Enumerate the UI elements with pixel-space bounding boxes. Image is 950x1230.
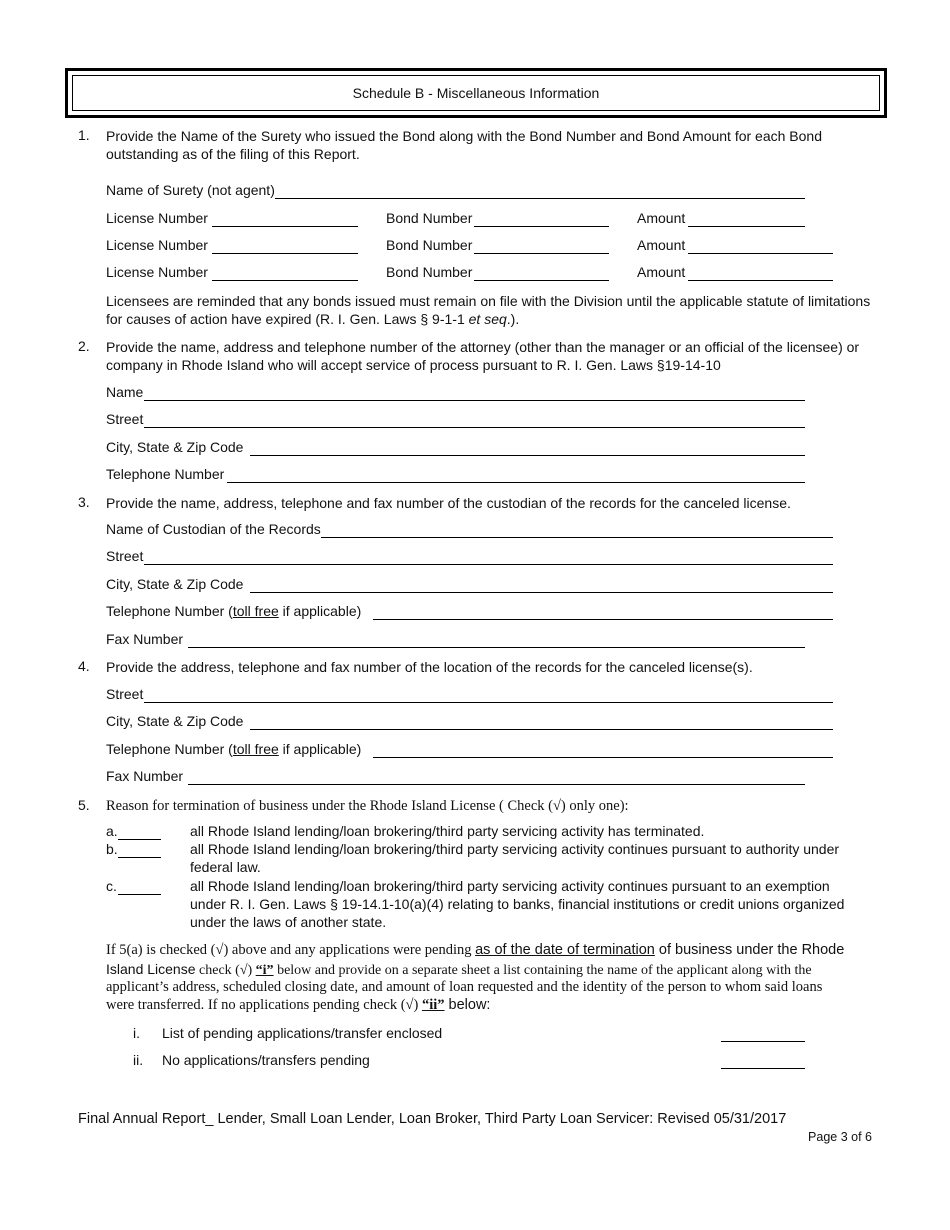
pending-line-2: Island License check (√) “i” below and provide on a separate sheet a list containing the name of the applicant along with the xyxy=(106,961,812,978)
option-c-text-2: under R. I. Gen. Laws § 19-14.1-10(a)(4) relating to banks, financial institutions or credit unions organized xyxy=(190,896,845,912)
license-field-3[interactable] xyxy=(212,280,358,281)
license-field-2[interactable] xyxy=(212,253,358,254)
custodian-city-label: City, State & Zip Code xyxy=(106,576,244,592)
amount-field-2[interactable] xyxy=(688,253,833,254)
custodian-fax-label: Fax Number xyxy=(106,631,184,647)
attorney-phone-label: Telephone Number xyxy=(106,466,225,482)
bond-label-2: Bond Number xyxy=(386,237,473,253)
option-b-text-2: federal law. xyxy=(190,859,261,875)
custodian-name-field[interactable] xyxy=(321,537,833,538)
choice-ii-label: No applications/transfers pending xyxy=(162,1052,370,1068)
amount-field-1[interactable] xyxy=(688,226,805,227)
attorney-city-field[interactable] xyxy=(250,455,805,456)
attorney-street-label: Street xyxy=(106,411,144,427)
bond-field-1[interactable] xyxy=(474,226,609,227)
option-c-text-1: all Rhode Island lending/loan brokering/third party servicing activity continues pursuant to an exemption xyxy=(190,878,830,894)
choice-ii-check[interactable] xyxy=(721,1068,805,1069)
option-b-letter: b. xyxy=(106,841,118,857)
amount-field-3[interactable] xyxy=(688,280,833,281)
page-number: Page 3 of 6 xyxy=(808,1130,872,1144)
option-a-text: all Rhode Island lending/loan brokering/third party servicing activity has terminated. xyxy=(190,823,705,839)
records-phone-field[interactable] xyxy=(373,757,833,758)
option-b-text-1: all Rhode Island lending/loan brokering/third party servicing activity continues pursuant to authority under xyxy=(190,841,840,857)
pending-line-3: applicant’s address, scheduled closing date, and amount of loan requested and the identity of the person to whom said loans xyxy=(106,979,823,995)
schedule-header-inner xyxy=(72,75,880,111)
q2-text: Provide the name, address and telephone number of the attorney (other than the manager or an official of the licensee) or company in Rhode Island who will accept service of process pursuant to R. I. Gen. Laws §19-14-10 xyxy=(106,339,860,373)
license-label-3: License Number xyxy=(106,264,208,280)
bond-label-1: Bond Number xyxy=(386,210,473,226)
amount-label-3: Amount xyxy=(637,264,686,280)
attorney-city-label: City, State & Zip Code xyxy=(106,439,244,455)
records-fax-label: Fax Number xyxy=(106,768,184,784)
option-b-check[interactable] xyxy=(118,857,161,858)
q5-text: Reason for termination of business under the Rhode Island License ( Check (√) only one): xyxy=(106,798,629,814)
license-field-1[interactable] xyxy=(212,226,358,227)
attorney-phone-field[interactable] xyxy=(227,482,805,483)
attorney-name-label: Name xyxy=(106,384,144,400)
pending-line-1: If 5(a) is checked (√) above and any applications were pending as of the date of termination of business under the Rhode xyxy=(106,942,845,958)
choice-i-label: List of pending applications/transfer enclosed xyxy=(162,1025,443,1041)
records-city-field[interactable] xyxy=(250,729,833,730)
bond-note: Licensees are reminded that any bonds issued must remain on file with the Division until the applicable statute of limitations for causes of action have expired (R. I. Gen. Laws § 9-1-1 et seq.). xyxy=(106,293,871,327)
surety-label: Name of Surety (not agent) xyxy=(106,182,275,198)
option-c-text-3: under the laws of another state. xyxy=(190,914,387,930)
amount-label-2: Amount xyxy=(637,237,686,253)
attorney-name-field[interactable] xyxy=(144,400,805,401)
surety-field[interactable] xyxy=(275,198,805,199)
custodian-phone-field[interactable] xyxy=(373,619,833,620)
q2-number: 2. xyxy=(78,338,90,354)
choice-i-check[interactable] xyxy=(721,1041,805,1042)
custodian-fax-field[interactable] xyxy=(188,647,805,648)
attorney-street-field[interactable] xyxy=(144,427,805,428)
q1-number: 1. xyxy=(78,127,90,143)
custodian-street-label: Street xyxy=(106,548,144,564)
q3-number: 3. xyxy=(78,494,90,510)
footer-title: Final Annual Report_ Lender, Small Loan Lender, Loan Broker, Third Party Loan Servicer: Revised 05/31/2017 xyxy=(78,1111,787,1127)
bond-label-3: Bond Number xyxy=(386,264,473,280)
amount-label-1: Amount xyxy=(637,210,686,226)
bond-field-2[interactable] xyxy=(474,253,609,254)
custodian-street-field[interactable] xyxy=(144,564,833,565)
license-label-2: License Number xyxy=(106,237,208,253)
records-street-field[interactable] xyxy=(144,702,833,703)
pending-line-4: were transferred. If no applications pending check (√) “ii” below: xyxy=(106,997,491,1013)
records-street-label: Street xyxy=(106,686,144,702)
q4-text: Provide the address, telephone and fax number of the location of the records for the canceled license(s). xyxy=(106,659,753,675)
option-c-check[interactable] xyxy=(118,894,161,895)
choice-i-number: i. xyxy=(133,1025,140,1041)
q5-number: 5. xyxy=(78,797,90,813)
option-a-letter: a. xyxy=(106,823,118,839)
records-city-label: City, State & Zip Code xyxy=(106,713,244,729)
q4-number: 4. xyxy=(78,658,90,674)
choice-ii-number: ii. xyxy=(133,1052,144,1068)
bond-field-3[interactable] xyxy=(474,280,609,281)
option-a-check[interactable] xyxy=(118,839,161,840)
custodian-name-label: Name of Custodian of the Records xyxy=(106,521,321,537)
custodian-city-field[interactable] xyxy=(250,592,833,593)
custodian-phone-label: Telephone Number (toll free if applicable) xyxy=(106,603,362,619)
schedule-title: Schedule B - Miscellaneous Information xyxy=(352,85,600,101)
license-label-1: License Number xyxy=(106,210,208,226)
records-fax-field[interactable] xyxy=(188,784,805,785)
q3-text: Provide the name, address, telephone and fax number of the custodian of the records for the canceled license. xyxy=(106,495,791,511)
option-c-letter: c. xyxy=(106,878,117,894)
q1-text: Provide the Name of the Surety who issued the Bond along with the Bond Number and Bond Amount for each Bond outstanding as of the filing of this Report. xyxy=(106,128,823,162)
schedule-header-box xyxy=(65,68,887,118)
records-phone-label: Telephone Number (toll free if applicable) xyxy=(106,741,362,757)
